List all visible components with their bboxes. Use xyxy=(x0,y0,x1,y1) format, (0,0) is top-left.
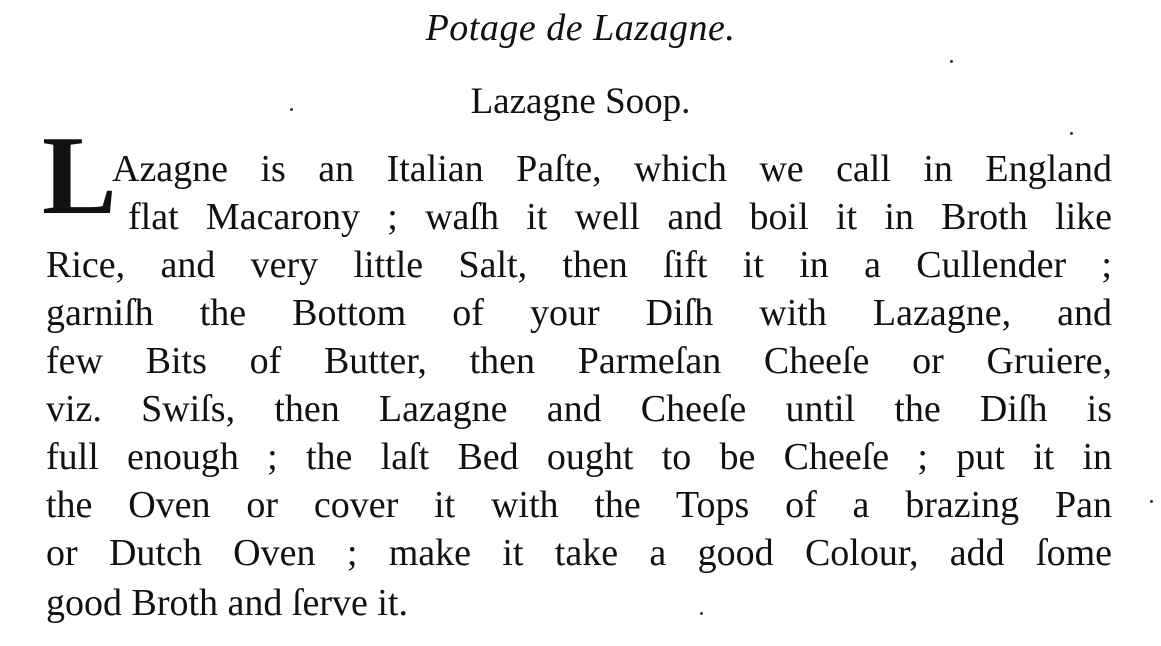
drop-cap: L xyxy=(42,114,117,238)
text-line: garniſh the Bottom of your Diſh with Lazagne, and xyxy=(46,292,1112,334)
recipe-title: Potage de Lazagne. xyxy=(425,7,736,49)
text-line: Azagne is an Italian Paſte, which we call in England xyxy=(112,148,1112,190)
text-line: good Broth and ſerve it. xyxy=(46,582,408,624)
text-line: or Dutch Oven ; make it take a good Colour, add ſome xyxy=(46,532,1112,574)
text-line: flat Macarony ; waſh it well and boil it in Broth like xyxy=(128,196,1112,238)
text-line: few Bits of Butter, then Parmeſan Cheeſe or Gruiere, xyxy=(46,340,1112,382)
scan-speck xyxy=(290,108,293,111)
scan-speck xyxy=(950,60,953,63)
text-line: full enough ; the laſt Bed ought to be Cheeſe ; put it in xyxy=(46,436,1112,478)
scan-speck xyxy=(700,612,703,615)
scan-speck xyxy=(1150,500,1153,503)
recipe-subtitle: Lazagne Soop. xyxy=(470,81,691,122)
text-line: Rice, and very little Salt, then ſift it in a Cullender ; xyxy=(46,244,1112,286)
scan-speck xyxy=(1070,132,1073,135)
text-line: viz. Swiſs, then Lazagne and Cheeſe until the Diſh is xyxy=(46,388,1112,430)
text-line: the Oven or cover it with the Tops of a brazing Pan xyxy=(46,484,1112,526)
